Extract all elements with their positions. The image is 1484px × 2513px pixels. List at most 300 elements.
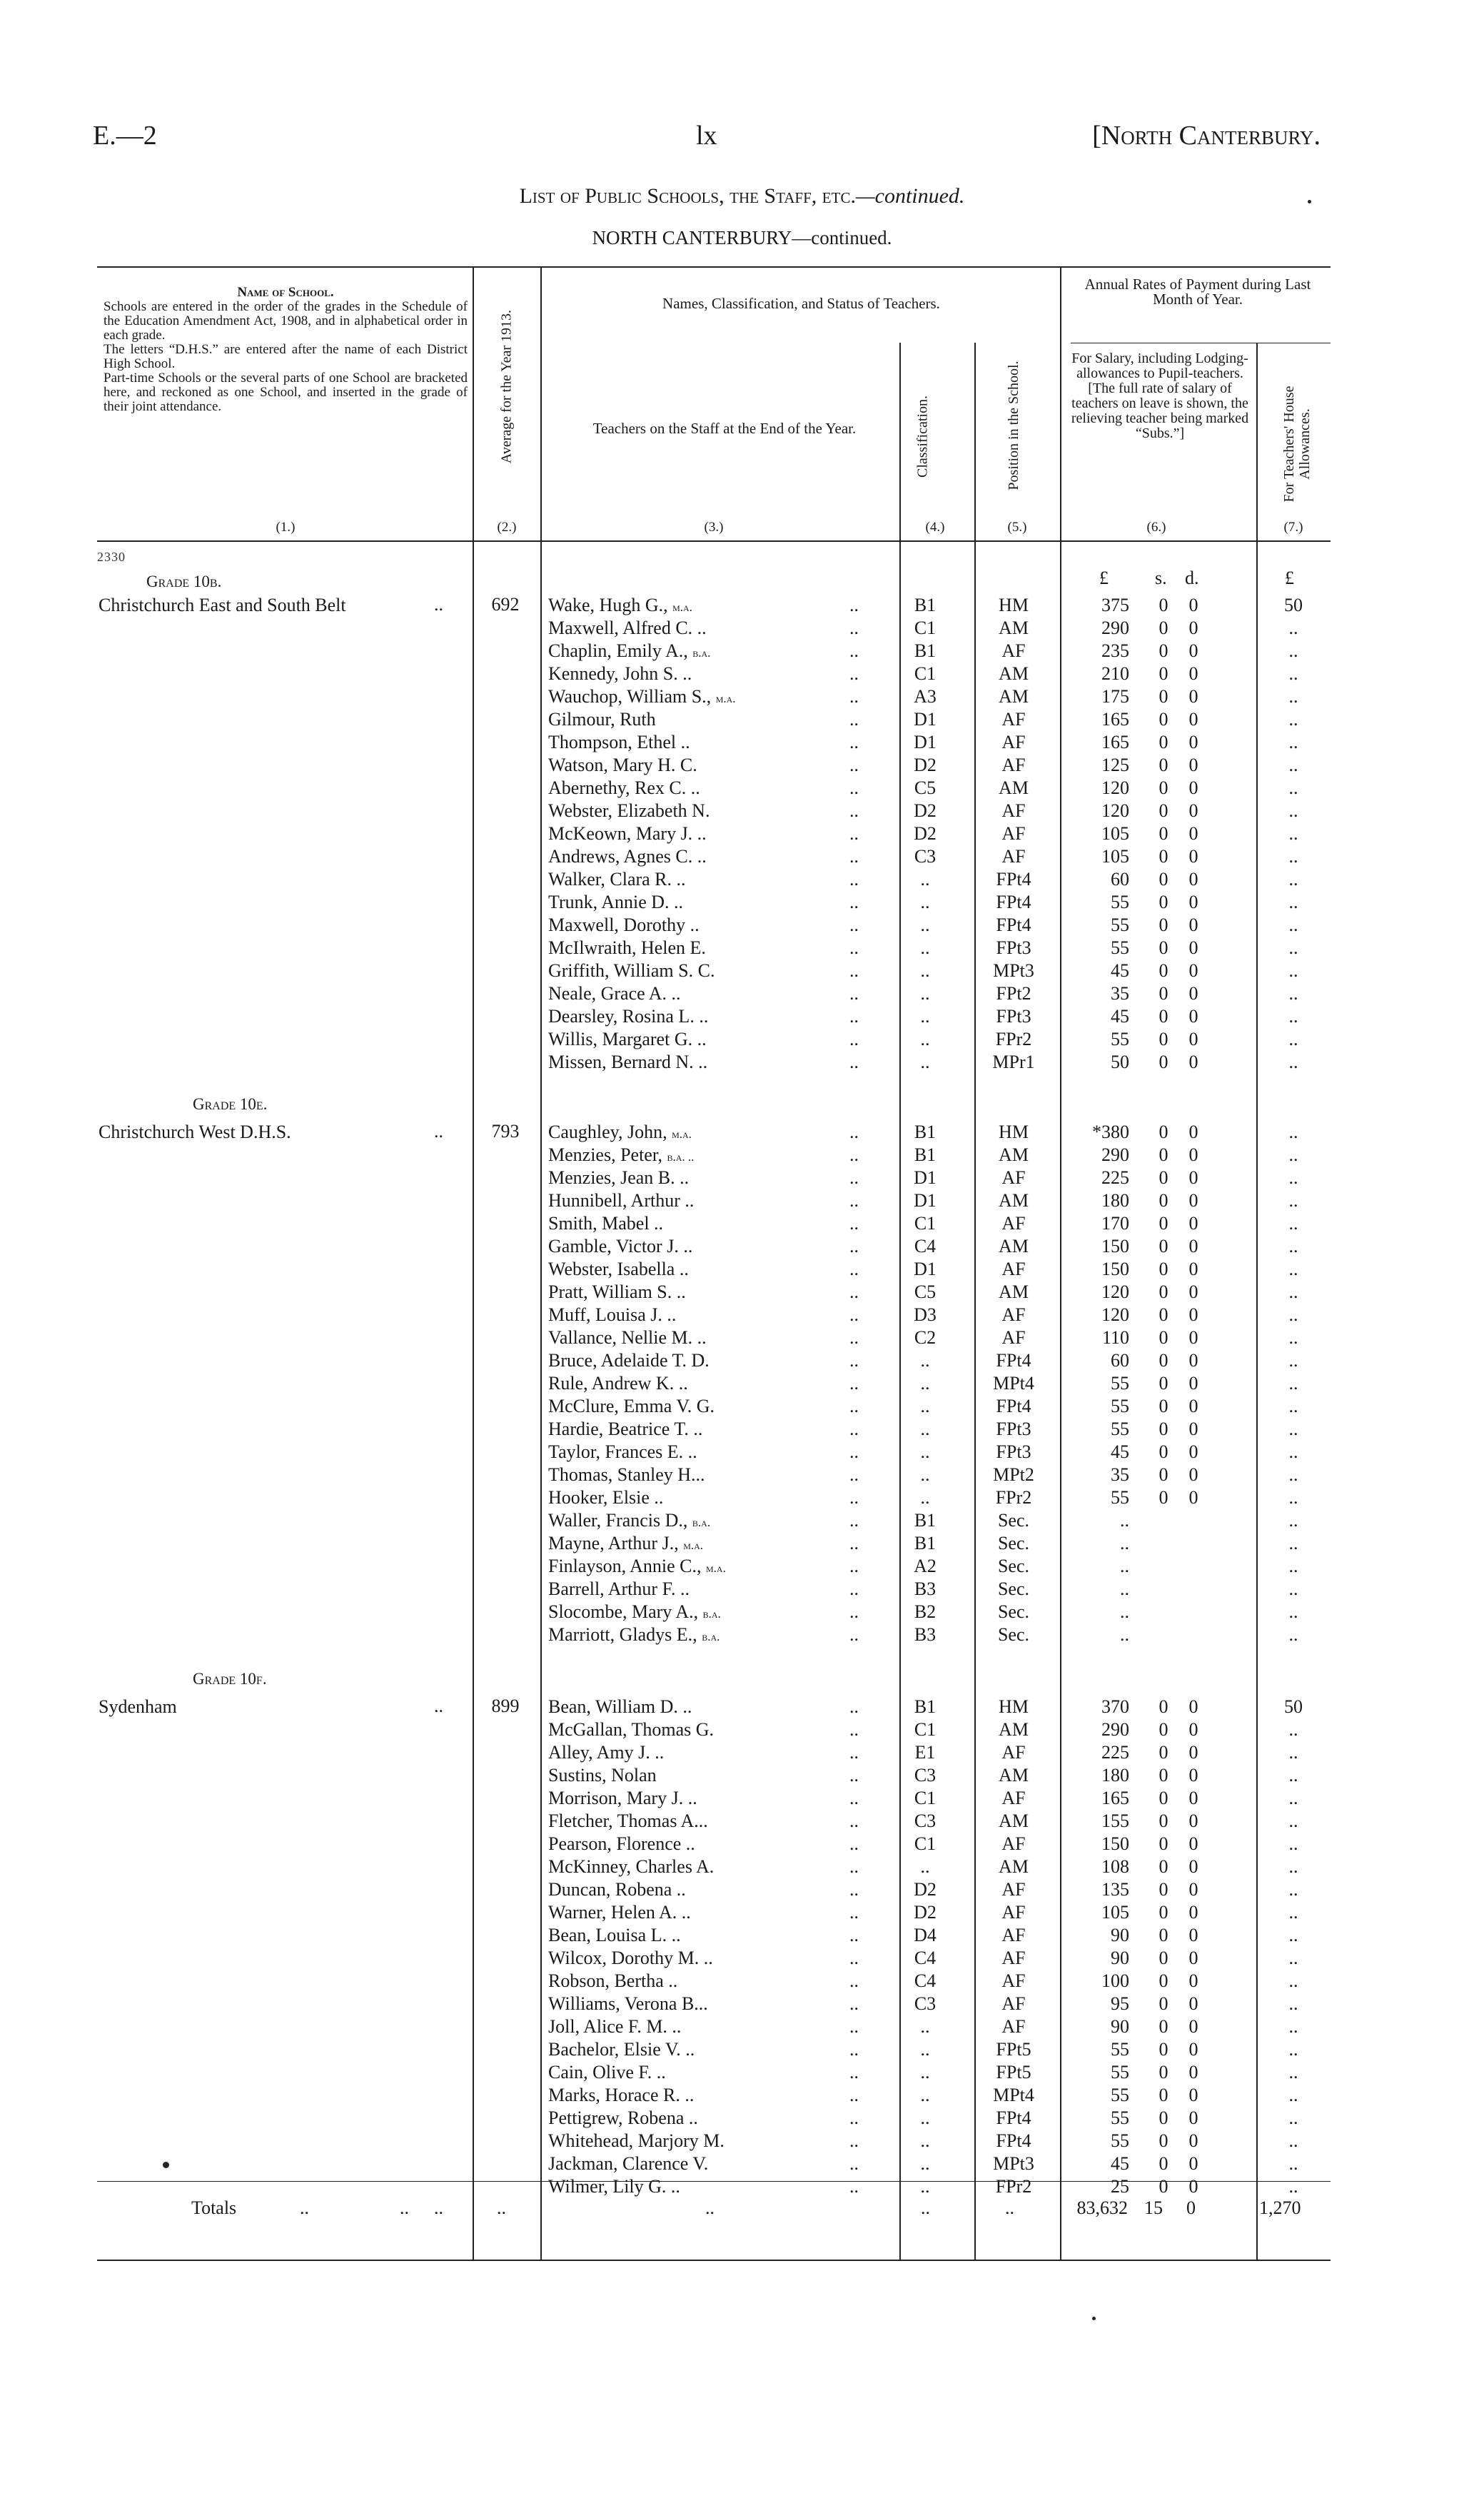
teacher-classification: C4 [914,1970,937,1991]
leader-dots: .. [849,2016,859,2037]
salary-shillings: 0 [1159,1970,1168,1991]
leader-dots: .. [849,1304,859,1325]
teacher-position: Sec. [997,1510,1030,1531]
leader-dots: .. [849,892,859,912]
house-allowance: .. [1288,960,1298,981]
salary-pence: 0 [1188,1236,1198,1256]
salary-shillings: 0 [1159,960,1168,981]
totals-dots-7: .. [1005,2197,1014,2218]
salary-shillings: 0 [1159,663,1168,684]
teacher-row [0,982,1484,1005]
teacher-position: AF [1001,732,1026,752]
teacher-name: Pearson, Florence .. [548,1833,695,1854]
salary-pounds: 105 [1101,846,1129,867]
teacher-row [0,663,1484,685]
teacher-name: Menzies, Jean B. .. [548,1167,690,1188]
salary-pence: 0 [1188,1396,1198,1416]
salary-pounds: 105 [1101,823,1129,844]
salary-shillings: 0 [1159,1190,1168,1211]
house-allowance: .. [1288,709,1298,730]
grade-heading: Grade 10e. [193,1095,268,1113]
teacher-row [0,1349,1484,1372]
teacher-name: McKeown, Mary J. .. [548,823,707,844]
teacher-position: AF [1001,1948,1026,1968]
teacher-classification: B2 [914,1601,937,1622]
teacher-classification: C1 [914,1719,937,1740]
teacher-name: Bachelor, Elsie V. .. [548,2039,695,2060]
teacher-position: FPt3 [996,1441,1031,1462]
house-allowance: .. [1288,1006,1298,1027]
salary-shillings: 0 [1159,1327,1168,1348]
teacher-degree: b.a. [692,1516,711,1529]
salary-shillings: 0 [1159,2085,1168,2105]
teacher-row [0,1304,1484,1326]
leader-dots: .. [849,915,859,935]
teacher-position: AF [1001,1304,1026,1325]
house-allowance: .. [1288,1578,1298,1599]
salary-shillings: 0 [1159,2176,1168,2197]
leader-dots: .. [849,1419,859,1439]
teacher-position: AF [1001,1259,1026,1279]
house-allowance: .. [1288,1624,1298,1645]
leader-dots: .. [849,1925,859,1945]
teacher-position: FPt2 [996,983,1031,1004]
grade-heading: Grade 10f. [193,1670,267,1688]
teacher-row [0,1395,1484,1418]
school-average: 899 [491,1696,520,1716]
salary-shillings: 0 [1159,1441,1168,1462]
teacher-name: Morrison, Mary J. .. [548,1788,697,1808]
teacher-name: Fletcher, Thomas A... [548,1811,708,1831]
salary-header: For Salary, including Lodging-allowances to Pupil-teachers. [The full rate of salary of teachers on leave is shown, the relieving teacher being marked “Subs.”] [1071,351,1249,441]
teacher-name: Hunnibell, Arthur .. [548,1190,695,1211]
teacher-position: FPr2 [995,1487,1032,1508]
teacher-classification: .. [920,2107,930,2128]
teacher-name: Whitehead, Marjory M. [548,2130,725,2151]
teacher-name: Caughley, John, m.a. [548,1122,692,1142]
house-allowance: .. [1288,937,1298,958]
teacher-row [0,1532,1484,1555]
house-allowance: .. [1288,1144,1298,1165]
salary-pence: 0 [1188,595,1198,615]
house-allowance: .. [1288,2016,1298,2037]
salary-pence: 0 [1188,1902,1198,1923]
average-header: Average for the Year 1913. [498,309,515,464]
salary-shillings: 0 [1159,618,1168,638]
teacher-classification: B1 [914,1533,937,1553]
salary-shillings: 0 [1159,1259,1168,1279]
house-allowance: .. [1288,1970,1298,1991]
teacher-position: FPt4 [996,1396,1031,1416]
teacher-name: Slocombe, Mary A., b.a. [548,1601,721,1622]
leader-dots: .. [849,595,859,615]
teacher-name: Marks, Horace R. .. [548,2085,695,2105]
leader-dots: .. [849,1856,859,1877]
teacher-name: Neale, Grace A. .. [548,983,681,1004]
teacher-classification: .. [920,1373,930,1394]
teacher-row [0,1509,1484,1532]
teacher-name: Warner, Helen A. .. [548,1902,691,1923]
school-average: 692 [491,594,520,615]
salary-pence: 0 [1188,960,1198,981]
teacher-classification: D2 [914,1879,937,1900]
salary-pence: 0 [1188,1948,1198,1968]
teacher-classification: C3 [914,1765,937,1786]
salary-shillings: 0 [1159,983,1168,1004]
salary-pounds: 55 [1111,2107,1129,2128]
teacher-row [0,1833,1484,1855]
totals-dots-3: .. [434,2197,443,2218]
teacher-position: MPt4 [993,1373,1034,1394]
teacher-position: Sec. [997,1624,1030,1645]
salary-pounds: .. [1120,1578,1129,1599]
teacher-classification: .. [920,2085,930,2105]
speck [1308,200,1311,203]
teacher-name: Waller, Francis D., b.a. [548,1510,711,1531]
teacher-classification: .. [920,1350,930,1371]
salary-pounds: 55 [1111,1396,1129,1416]
teacher-position: AM [999,686,1029,707]
leader-dots: .. [849,1052,859,1072]
teacher-row [0,708,1484,731]
teacher-classification: D1 [914,732,937,752]
salary-pence: 0 [1188,1833,1198,1854]
teacher-classification: C3 [914,1993,937,2014]
teacher-name: Griffith, William S. C. [548,960,715,981]
teacher-row [0,1028,1484,1051]
house-allowance: .. [1288,983,1298,1004]
house-allowance: .. [1288,915,1298,935]
teacher-row [0,1167,1484,1189]
teacher-name: Kennedy, John S. .. [548,663,692,684]
teacher-row [0,1418,1484,1441]
colnum-4: (4.) [925,520,945,535]
salary-pounds: 50 [1111,1052,1129,1072]
leader-dots: .. [849,640,859,661]
teacher-classification: B1 [914,1122,937,1142]
teacher-position: AF [1001,1788,1026,1808]
salary-pounds: 45 [1111,1441,1129,1462]
house-allowance: .. [1288,1213,1298,1234]
teacher-position: MPr1 [992,1052,1035,1072]
salary-pence: 0 [1188,777,1198,798]
salary-pence: 0 [1188,1144,1198,1165]
teacher-name: Thompson, Ethel .. [548,732,690,752]
salary-pounds: 105 [1101,1902,1129,1923]
teacher-name: Hooker, Elsie .. [548,1487,664,1508]
teacher-name: Maxwell, Dorothy .. [548,915,700,935]
house-allowance: .. [1288,1167,1298,1188]
teacher-classification: C4 [914,1236,937,1256]
leader-dots: .. [849,1533,859,1553]
salary-shillings: 0 [1159,1281,1168,1302]
pound-sign: £ [1099,568,1109,588]
salary-pounds: 55 [1111,1419,1129,1439]
house-allowance: .. [1288,1788,1298,1808]
house-allowance: .. [1288,1396,1298,1416]
teacher-position: AM [999,618,1029,638]
teacher-name: Walker, Clara R. .. [548,869,686,890]
teacher-row [0,1051,1484,1074]
salary-shillings: 0 [1159,1788,1168,1808]
teacher-degree: m.a. [715,692,736,705]
teacher-name: Andrews, Agnes C. .. [548,846,707,867]
house-allowance: .. [1288,1487,1298,1508]
salary-shillings: 0 [1159,732,1168,752]
salary-pounds: 45 [1111,2153,1129,2174]
salary-pence: 0 [1188,823,1198,844]
teacher-classification: .. [920,1856,930,1877]
salary-pounds: 55 [1111,1487,1129,1508]
salary-pence: 0 [1188,2107,1198,2128]
teacher-position: AF [1001,823,1026,844]
salary-pounds: 120 [1101,777,1129,798]
salary-pence: 0 [1188,1970,1198,1991]
salary-pounds: 55 [1111,2039,1129,2060]
salary-pounds: 55 [1111,2085,1129,2105]
teacher-position: FPt3 [996,937,1031,958]
teacher-position: AM [999,1236,1029,1256]
teacher-row [0,1281,1484,1304]
salary-pounds: 165 [1101,709,1129,730]
salary-shillings: 0 [1159,1879,1168,1900]
school-name: Christchurch East and South Belt [99,595,346,615]
teacher-row [0,1258,1484,1281]
teacher-row [0,1947,1484,1970]
salary-pence: 0 [1188,2039,1198,2060]
teacher-position: AF [1001,1879,1026,1900]
leader-dots: .. [849,869,859,890]
salary-shillings: 0 [1159,823,1168,844]
salary-pence: 0 [1188,640,1198,661]
salary-pence: 0 [1188,1742,1198,1763]
salary-pounds: 35 [1111,1464,1129,1485]
teacher-classification: B1 [914,595,937,615]
leader-dots: .. [849,2107,859,2128]
teacher-row [0,1741,1484,1764]
teacher-position: AM [999,1281,1029,1302]
leader-dots: .. [849,1029,859,1049]
report-code: E.—2 [93,121,157,151]
teacher-row [0,914,1484,937]
teacher-position: FPr2 [995,2176,1032,2197]
teacher-position: MPt3 [993,2153,1034,2174]
teacher-degree: m.a. [683,1538,704,1552]
colnum-7: (7.) [1283,520,1303,535]
salary-pounds: 108 [1101,1856,1129,1877]
teacher-position: FPt5 [996,2039,1031,2060]
page-header [93,120,1321,156]
salary-pence: 0 [1188,1856,1198,1877]
leader-dots: .. [849,1742,859,1763]
salary-pence: 0 [1188,2153,1198,2174]
teacher-row [0,754,1484,777]
teacher-position: AF [1001,1833,1026,1854]
leader-dots: .. [849,1441,859,1462]
leader-dots: .. [849,1696,859,1717]
teacher-classification: D1 [914,1167,937,1188]
salary-pounds: 155 [1101,1811,1129,1831]
house-allowance: .. [1288,1856,1298,1877]
house-allowance: .. [1288,2085,1298,2105]
salary-shillings: 0 [1159,1167,1168,1188]
teacher-row [0,1121,1484,1144]
teacher-classification: .. [920,869,930,890]
teacher-position: AF [1001,1742,1026,1763]
teacher-row [0,1878,1484,1901]
totals-dots-2: .. [400,2197,409,2218]
teacher-name: Willis, Margaret G. .. [548,1029,707,1049]
salary-pounds: 25 [1111,2176,1129,2197]
teacher-position: HM [999,595,1029,615]
teacher-classification: .. [920,983,930,1004]
salary-pence: 0 [1188,2085,1198,2105]
teacher-degree: m.a. [672,1127,692,1141]
house-allowance: .. [1288,1510,1298,1531]
salary-pence: 0 [1188,1052,1198,1072]
salary-pence: 0 [1188,686,1198,707]
teacher-position: AF [1001,1213,1026,1234]
teacher-classification: C3 [914,846,937,867]
house-allowance: .. [1288,1304,1298,1325]
salary-pounds: 45 [1111,1006,1129,1027]
leader-dots: .. [849,2176,859,2197]
teacher-classification: .. [920,1006,930,1027]
teacher-position: MPt2 [993,1464,1034,1485]
teacher-degree: m.a. [672,600,692,614]
teacher-name: Missen, Bernard N. .. [548,1052,708,1072]
salary-pence: 0 [1188,1259,1198,1279]
leader-dots: .. [849,983,859,1004]
classification-header: Classification. [914,396,931,478]
teacher-position: FPt4 [996,915,1031,935]
leader-dots: .. [849,1811,859,1831]
salary-shillings: 0 [1159,1765,1168,1786]
salary-pounds: 110 [1101,1327,1129,1348]
teacher-classification: E1 [914,1742,936,1763]
teacher-classification: .. [920,1464,930,1485]
teacher-classification: .. [920,2176,930,2197]
house-allowance: .. [1288,1259,1298,1279]
leader-dots: .. [849,709,859,730]
salary-pence: 0 [1188,1925,1198,1945]
teacher-row [0,1718,1484,1741]
teacher-row [0,1441,1484,1464]
teacher-classification: .. [920,2062,930,2083]
teacher-classification: A2 [914,1556,937,1576]
leader-dots: .. [849,2062,859,2083]
salary-pounds: 370 [1101,1696,1129,1717]
teacher-classification: D3 [914,1304,937,1325]
teacher-position: Sec. [997,1533,1030,1553]
house-allowance: .. [1288,823,1298,844]
teacher-position: AF [1001,1167,1026,1188]
salary-shillings: 0 [1159,915,1168,935]
salary-shillings: 0 [1159,2130,1168,2151]
salary-shillings: 0 [1159,1833,1168,1854]
teacher-classification: .. [920,2016,930,2037]
teacher-position: AM [999,1856,1029,1877]
teacher-position: FPt3 [996,1419,1031,1439]
teacher-degree: b.a. .. [667,1150,695,1164]
teacher-classification: .. [920,2039,930,2060]
teacher-row [0,1601,1484,1623]
salary-pounds: 55 [1111,1029,1129,1049]
salary-pounds: 120 [1101,800,1129,821]
house-allowance: .. [1288,1556,1298,1576]
leader-dots: .. [849,1190,859,1211]
teacher-classification: .. [920,1396,930,1416]
teacher-classification: B1 [914,1144,937,1165]
teacher-name: Hardie, Beatrice T. .. [548,1419,703,1439]
salary-shillings: 0 [1159,1006,1168,1027]
house-allowance: .. [1288,732,1298,752]
teacher-classification: D4 [914,1925,937,1945]
salary-pounds: .. [1120,1556,1129,1576]
leader-dots: .. [849,1624,859,1645]
table-bottom-rule [97,2260,1331,2261]
teacher-classification: C1 [914,1213,937,1234]
totals-salary-shillings: 15 [1144,2197,1163,2218]
teacher-position: FPt4 [996,869,1031,890]
salary-pounds: .. [1120,1601,1129,1622]
teacher-row [0,1623,1484,1646]
house-allowance: .. [1288,1811,1298,1831]
teacher-name: Jackman, Clarence V. [548,2153,709,2174]
house-allowance: .. [1288,1993,1298,2014]
salary-pence: 0 [1188,1304,1198,1325]
salary-shillings: 0 [1159,640,1168,661]
salary-shillings: 0 [1159,2016,1168,2037]
leader-dots: .. [849,960,859,981]
teacher-row [0,2152,1484,2175]
leader-dots: .. [849,1396,859,1416]
salary-pounds: 55 [1111,2130,1129,2151]
leader-dots: .. [849,1213,859,1234]
shilling-sign: s. [1155,568,1167,588]
salary-pounds: 375 [1101,595,1129,615]
teacher-row [0,1555,1484,1578]
teacher-name: Maxwell, Alfred C. .. [548,618,707,638]
teacher-name: Barrell, Arthur F. .. [548,1578,690,1599]
teacher-position: FPt4 [996,1350,1031,1371]
teacher-classification: .. [920,2153,930,2174]
school-name-leader: .. [434,1121,443,1142]
teacher-row [0,1970,1484,1993]
teacher-position: AM [999,1765,1029,1786]
leader-dots: .. [849,1259,859,1279]
salary-pence: 0 [1188,663,1198,684]
salary-shillings: 0 [1159,1350,1168,1371]
teacher-name: Wake, Hugh G., m.a. [548,595,692,615]
teacher-name: Vallance, Nellie M. .. [548,1327,707,1348]
teacher-position: AM [999,1144,1029,1165]
salary-pence: 0 [1188,1122,1198,1142]
house-allowance: .. [1288,2153,1298,2174]
salary-pounds: 55 [1111,1373,1129,1394]
salary-pence: 0 [1188,1487,1198,1508]
teacher-classification: D1 [914,1190,937,1211]
leader-dots: .. [849,1487,859,1508]
salary-pounds: 90 [1111,1925,1129,1945]
teacher-row [0,960,1484,982]
leader-dots: .. [849,1510,859,1531]
teacher-name: Wauchop, William S., m.a. [548,686,736,707]
salary-shillings: 0 [1159,800,1168,821]
teacher-classification: D2 [914,823,937,844]
teacher-row [0,1578,1484,1601]
salary-shillings: 0 [1159,1487,1168,1508]
